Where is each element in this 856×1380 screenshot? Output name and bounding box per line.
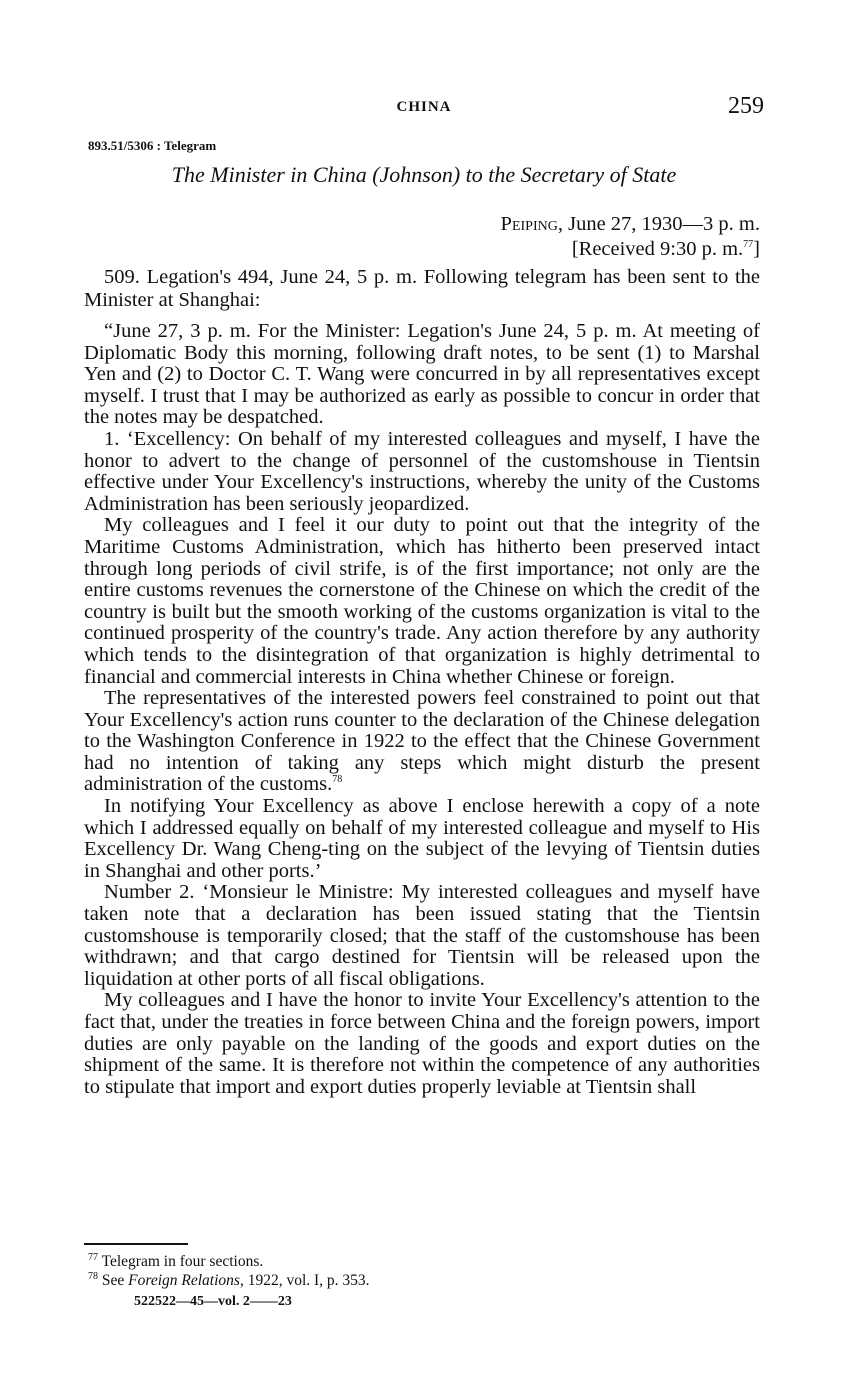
paragraph: Number 2. ‘Monsieur le Ministre: My interested colleagues and myself have taken note that a declaration has been issued stating that the Tientsin customshouse is temporarily closed; that the staff of the customshouse has been withdrawn; and that cargo destined for Tientsin will be released upon the liquidation at other ports of all fiscal obligations.	[84, 881, 760, 990]
document-title: The Minister in China (Johnson) to the Secretary of State	[171, 162, 677, 187]
dateline-sent	[501, 212, 760, 237]
footnote-marker: 77	[88, 1251, 98, 1263]
paragraph: “June 27, 3 p. m. For the Minister: Legation's June 24, 5 p. m. At meeting of Diplomatic Body this morning, following draft notes, to be sent (1) to Marshal Yen and (2) to Doctor C. T. Wang were concurred in by all representatives except myself. I trust that I may be authorized as early as possible to concur in order that the notes may be despatched.	[84, 320, 760, 429]
footnote-citation-title: Foreign Relations	[128, 1272, 240, 1289]
paragraph: In notifying Your Excellency as above I enclose herewith a copy of a note which I addressed equally on behalf of my interested colleague and myself to His Excellency Dr. Wang Cheng-ting on the subject of the levying of Tientsin duties in Shanghai and other ports.’	[84, 795, 760, 882]
file-identifier: 893.51/5306 : Telegram	[88, 138, 217, 153]
section-title: CHINA	[396, 99, 452, 115]
dateline-date: , June 27, 1930—3 p. m.	[557, 213, 760, 235]
page-number: 259	[728, 93, 764, 119]
paragraph: My colleagues and I have the honor to invite Your Excellency's attention to the fact that, under the treaties in force between China and the foreign powers, import duties are only payable on the landing of the goods and export duties on the shipment of the same. It is therefore not within the competence of any authorities to stipulate that import and export duties properly leviable at Tientsin shall	[84, 989, 760, 1098]
lead-paragraph: 509. Legation's 494, June 24, 5 p. m. Following telegram has been sent to the Minister at Shanghai:	[84, 266, 760, 311]
dateline	[501, 212, 760, 262]
footnote-text: , 1922, vol. I, p. 353.	[239, 1272, 370, 1289]
footnote-77	[88, 1252, 370, 1271]
footnote-rule	[84, 1243, 188, 1245]
paragraph-text: The representatives of the interested powers feel constrained to point out that Your Excellency's action runs counter to the declaration of the Chinese delegation to the Washington Conference in 1922 to the effect that the Chinese Government had no intention of taking any steps which might disturb the present administration of the customs.	[84, 687, 760, 796]
paragraph: 1. ‘Excellency: On behalf of my interested colleagues and myself, I have the honor to advert to the change of personnel of the customshouse in Tientsin effective under Your Excellency's instructions, whereby the unity of the Customs Administration has been seriously jeopardized.	[84, 427, 760, 515]
received-text: [Received 9:30 p. m.	[571, 238, 744, 260]
dateline-received	[501, 237, 760, 262]
footnote-text: Telegram in four sections.	[101, 1253, 264, 1270]
footnote-ref-78: 78	[332, 774, 343, 786]
received-bracket: ]	[753, 238, 760, 260]
document-body	[84, 266, 760, 1098]
footnote-78	[88, 1271, 370, 1290]
paragraph: My colleagues and I feel it our duty to point out that the integrity of the Maritime Customs Administration, which has hitherto been preserved intact through long periods of civil strife, is of the first importance; not only are the entire customs revenues the cornerstone of the Chinese on which the credit of the country is built but the smooth working of the customs organization is vital to the continued prosperity of the country's trade. Any action therefore by any authority which tends to the disintegration of that organization is highly detrimental to financial and commercial interests in China whether Chinese or foreign.	[84, 514, 760, 688]
running-head	[84, 95, 764, 125]
dateline-place: Peiping	[500, 213, 558, 235]
footnote-ref-77: 77	[743, 239, 754, 251]
paragraph-with-note	[84, 688, 760, 796]
footnotes	[88, 1252, 370, 1290]
footnote-text: See	[101, 1272, 129, 1289]
footnote-marker: 78	[88, 1270, 98, 1282]
print-code: 522522—45—vol. 2——23	[134, 1294, 292, 1309]
